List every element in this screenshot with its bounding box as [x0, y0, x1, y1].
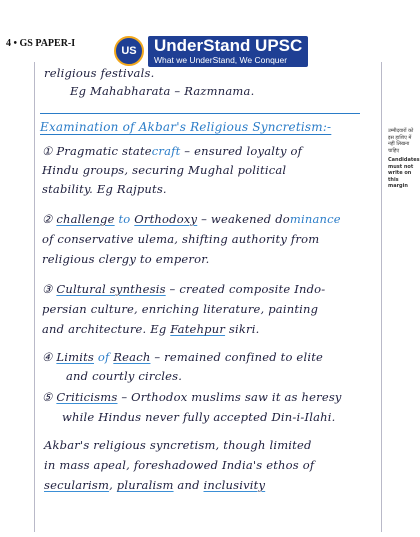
point-1-highlight: craft: [151, 144, 181, 158]
logo-title: UnderStand UPSC: [154, 35, 303, 55]
point-2-title-c: Orthodoxy: [134, 212, 198, 226]
point-1-title: ① Pragmatic state: [42, 144, 152, 158]
point-1-line-1: [42, 144, 302, 158]
margin-note-english: Candidates must not write on this margin: [388, 157, 420, 189]
point-4-text: – remained confined to elite: [150, 350, 324, 364]
point-3-number: ③: [42, 282, 57, 296]
point-5-title: Criticisms: [56, 390, 118, 404]
point-1-text: – ensured loyalty of: [180, 144, 303, 158]
point-2-title-a: challenge: [56, 212, 115, 226]
point-3-line-1: [42, 282, 325, 296]
point-4-title-a: Limits: [56, 350, 94, 364]
point-5-number: ⑤: [42, 390, 57, 404]
point-4-title-b: of: [94, 350, 114, 364]
point-3-text-a: and architecture. Eg: [42, 322, 171, 336]
point-5-text: – Orthodox muslims saw it as heresy: [117, 390, 342, 404]
point-2-title-b: to: [114, 212, 135, 226]
section-heading: Examination of Akbar's Religious Syncretism:-: [40, 120, 332, 134]
point-3-line-3: [42, 322, 259, 336]
point-2-line-1: [42, 212, 341, 226]
margin-note: [388, 128, 420, 190]
conclusion-and: and: [173, 478, 204, 492]
conclusion-line-3: [44, 478, 265, 492]
page-header: [0, 0, 416, 65]
point-3-text-b: sikri.: [225, 322, 260, 336]
point-1-line-2: Hindu groups, securing Mughal political: [42, 163, 287, 177]
margin-divider: [381, 62, 382, 532]
point-3-text: – created composite Indo-: [165, 282, 326, 296]
logo-tagline: What we UnderStand, We Conquer: [154, 54, 288, 65]
section-divider: [40, 113, 360, 114]
point-4-number: ④: [42, 350, 57, 364]
point-2-line-3: religious clergy to emperor.: [42, 252, 210, 266]
point-1-line-3: stability. Eg Rajputs.: [42, 182, 167, 196]
point-3-example: Fatehpur: [170, 322, 226, 336]
point-5-line-1: [42, 390, 342, 404]
point-5-line-2: while Hindus never fully accepted Din-i-Ilahi.: [62, 410, 336, 424]
conclusion-line-2: in mass apeal, foreshadowed India's ethos of: [44, 458, 315, 472]
conclusion-line-1: Akbar's religious syncretism, though limited: [44, 438, 312, 452]
page-label: 4 • GS PAPER-I: [6, 38, 76, 49]
conclusion-sep: ,: [109, 478, 117, 492]
keyword-pluralism: pluralism: [116, 478, 174, 492]
point-4-line-1: [42, 350, 323, 364]
point-4-line-2: and courtly circles.: [66, 369, 183, 383]
point-2-line-2: of conservative ulema, shifting authority from: [42, 232, 320, 246]
point-2-number: ②: [42, 212, 57, 226]
point-3-line-2: persian culture, enriching literature, painting: [42, 302, 319, 316]
point-4-title-c: Reach: [113, 350, 151, 364]
keyword-secularism: secularism: [44, 478, 110, 492]
point-2-highlight: minance: [289, 212, 341, 226]
answer-line: religious festivals.: [44, 66, 155, 80]
keyword-inclusivity: inclusivity: [203, 478, 266, 492]
point-2-text: – weakened do: [197, 212, 290, 226]
margin-note-hindi: उम्मीदवारों को इस हाशिए में नहीं लिखना चाहिए: [388, 128, 414, 154]
point-3-title: Cultural synthesis: [56, 282, 166, 296]
logo-badge-icon: US: [114, 36, 144, 66]
answer-line: Eg Mahabharata – Razmnama.: [70, 84, 255, 98]
